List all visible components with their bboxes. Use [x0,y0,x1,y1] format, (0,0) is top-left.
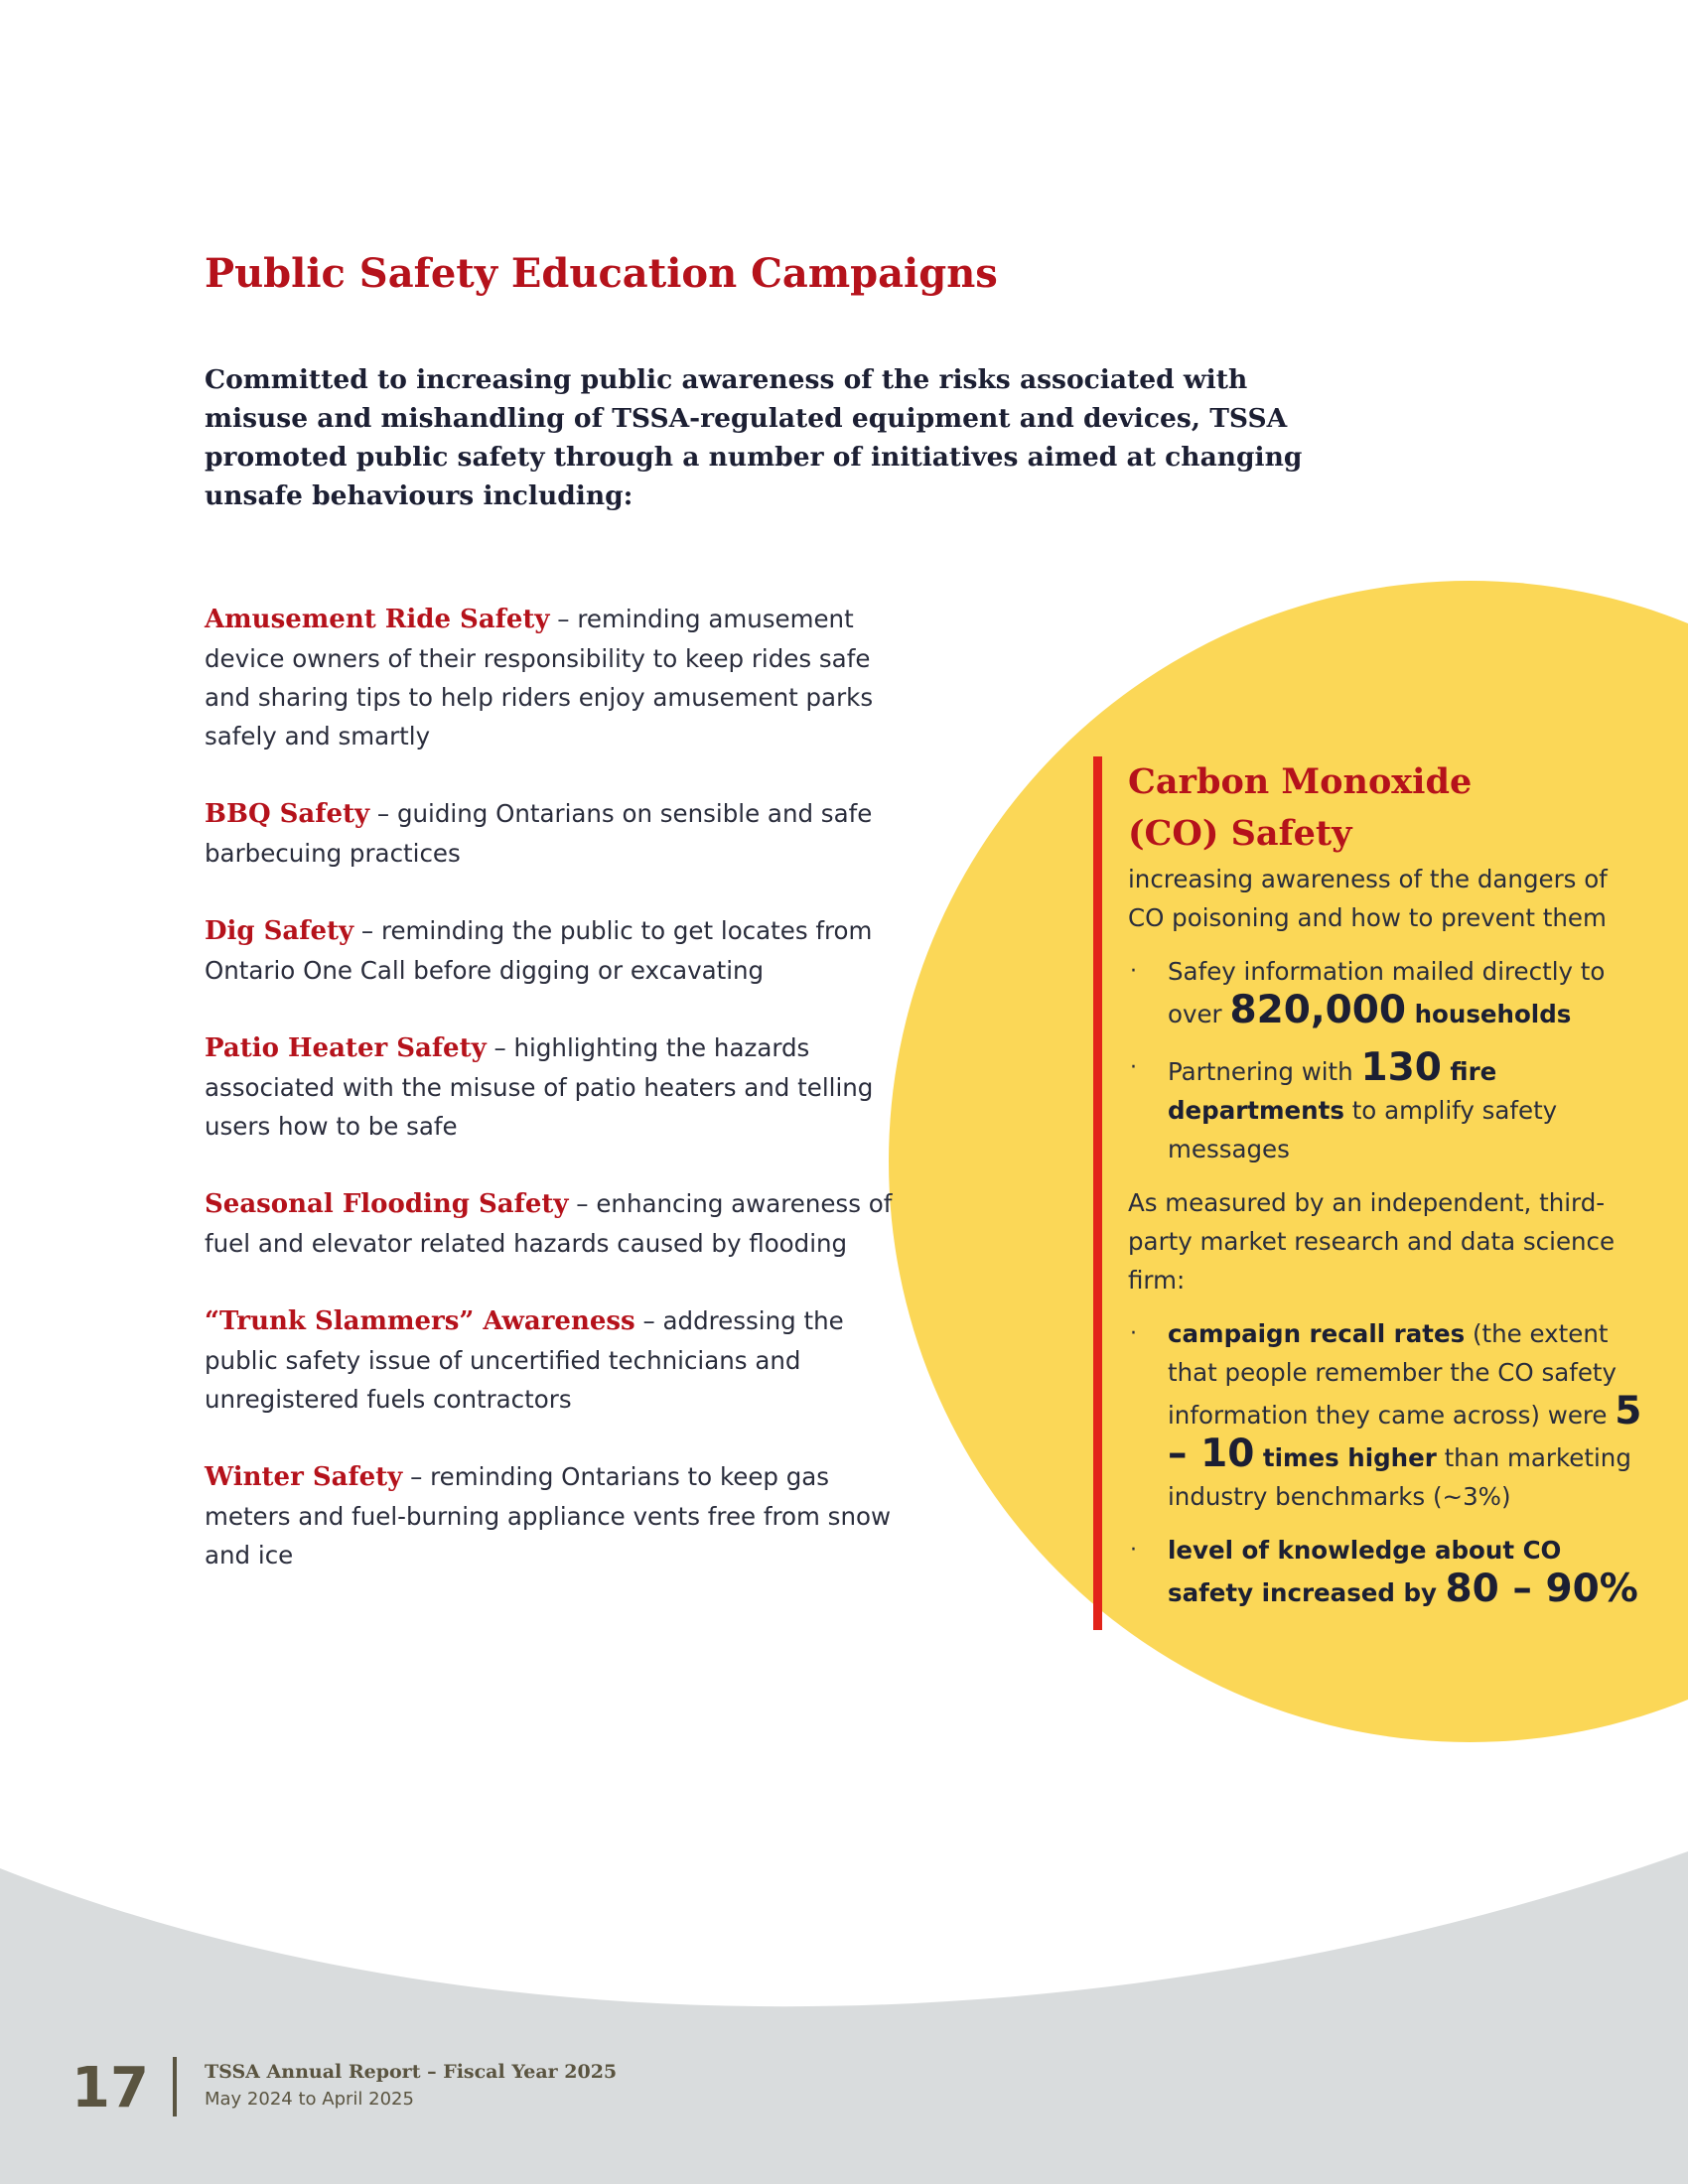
co-safety-title [1128,756,1649,860]
bullet-icon: · [1130,1321,1137,1346]
intro-paragraph: Committed to increasing public awareness of the risks associated with misuse and mishandling of TSSA-regulated equipment and devices, TSSA promoted public safety through a number of initiatives aimed at changing unsafe behaviours including: [205,364,1303,511]
fire-departments-stat: 130 [1360,1045,1442,1090]
list-item [1128,1314,1649,1516]
campaign-name: Seasonal Flooding Safety [205,1189,569,1219]
co-results-list [1128,1314,1649,1612]
page-number: 17 [71,2056,149,2120]
callout-accent-bar [1093,756,1102,1630]
campaign-description: – reminding the public to get locates from Ontario One Call before digging or excavating [205,916,873,985]
bullet-icon: · [1130,959,1137,984]
bullet-bold-text: level of knowledge about CO safety increased by [1168,1536,1562,1607]
campaign-description: – reminding amusement device owners of their responsibility to keep rides safe and sharing tips to help riders enjoy amusement parks safely and smartly [205,605,874,751]
co-safety-callout [1093,756,1649,1630]
campaign-description: – guiding Ontarians on sensible and safe barbecuing practices [205,799,873,868]
campaign-item [205,1457,910,1574]
bullet-text: than marketing industry benchmarks (~3%) [1168,1443,1631,1511]
page-title: Public Safety Education Campaigns [205,250,998,297]
bullet-text: Partnering with [1168,1057,1361,1086]
footer-report-title: TSSA Annual Report – Fiscal Year 2025 [205,2061,618,2083]
list-item [1128,1045,1649,1168]
co-title-line: Carbon Monoxide [1128,761,1473,802]
campaign-item [205,1184,910,1263]
bullet-bold-text: households [1406,1000,1572,1028]
campaign-name: Amusement Ride Safety [205,605,550,634]
campaign-name: “Trunk Slammers” Awareness [205,1306,635,1336]
bullet-icon: · [1130,1055,1137,1080]
campaign-item [205,911,910,990]
footer-period: May 2024 to April 2025 [205,2089,414,2110]
list-item [1128,1531,1649,1612]
co-title-line: (CO) Safety [1128,813,1352,854]
campaign-description: – reminding Ontarians to keep gas meters and fuel-burning appliance vents free from snow and ice [205,1462,892,1570]
campaign-description: – enhancing awareness of fuel and elevator related hazards caused by flooding [205,1189,893,1258]
gray-footer-wave [0,1851,1688,2184]
campaign-description: – addressing the public safety issue of uncertified technicians and unregistered fuels contractors [205,1306,844,1414]
households-stat: 820,000 [1229,988,1407,1032]
campaign-item [205,794,910,873]
recall-stat: 5 – 10 [1168,1389,1642,1476]
campaign-description: – highlighting the hazards associated with the misuse of patio heaters and telling users how to be safe [205,1033,874,1141]
bullet-icon: · [1130,1538,1137,1563]
campaign-name: Patio Heater Safety [205,1033,487,1063]
bullet-text: Safey information mailed directly to over [1168,957,1606,1028]
footer-divider [173,2057,177,2116]
co-stats-list [1128,952,1649,1168]
list-item [1128,952,1649,1033]
measured-paragraph: As measured by an independent, third-party market research and data science firm: [1128,1188,1616,1295]
campaign-name: Dig Safety [205,916,354,946]
knowledge-stat: 80 – 90% [1445,1567,1638,1611]
bullet-bold-text: campaign recall rates [1168,1319,1466,1348]
co-safety-content [1128,756,1649,1612]
campaign-item [205,1028,910,1146]
campaign-list [205,600,910,1613]
bullet-text: to amplify safety messages [1168,1096,1558,1163]
campaign-item [205,1301,910,1419]
campaign-name: Winter Safety [205,1462,403,1492]
campaign-item [205,600,910,755]
co-safety-subtitle: increasing awareness of the dangers of CO poisoning and how to prevent them [1128,865,1608,932]
bullet-text: (the extent that people remember the CO safety information they came across) were [1168,1319,1618,1430]
campaign-name: BBQ Safety [205,799,370,829]
bullet-bold-text: fire departments [1168,1057,1497,1125]
bullet-bold-text: times higher [1254,1443,1437,1472]
